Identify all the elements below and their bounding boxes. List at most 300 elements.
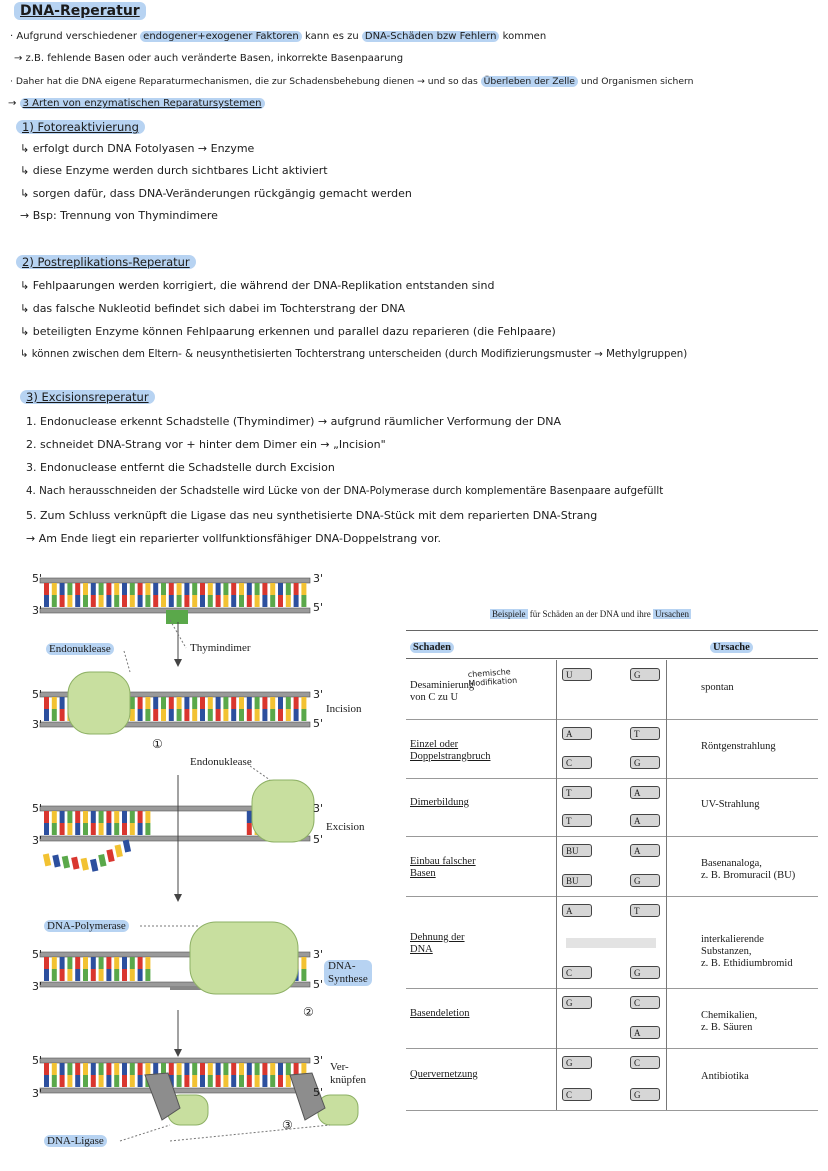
base-pair-top (177, 697, 182, 709)
base-pair-top (60, 957, 65, 969)
base-pair-bottom (145, 595, 150, 607)
base-pair-top (114, 583, 119, 595)
base-pair-bottom (223, 1075, 228, 1087)
thymindimer-label: Thymindimer (190, 642, 251, 654)
table-cell-schaden: Desaminierung von C zu U (410, 679, 475, 703)
base-pair-top (52, 1063, 57, 1075)
base-pair-bottom (231, 709, 236, 721)
base-pair-bottom (114, 969, 119, 981)
base-pair-top (216, 697, 221, 709)
base-pair-bottom (67, 969, 72, 981)
base-pair-bottom (208, 1075, 213, 1087)
base-pair-top (130, 1063, 135, 1075)
base-pair-bottom (75, 969, 80, 981)
base-pair-bottom (216, 709, 221, 721)
intro-line-4: → 3 Arten von enzymatischen Reparatursystemen (8, 98, 265, 109)
section-3-line: 4. Nach herausschneiden der Schadstelle wird Lücke von der DNA-Polymerase durch komplementäre Basenpaare aufgefüllt (26, 485, 664, 497)
base-pair-bottom (99, 823, 104, 835)
base-pair-bottom (239, 1075, 244, 1087)
base-pair-bottom (60, 709, 65, 721)
base-pair-top (169, 583, 174, 595)
base-pair-top (106, 583, 111, 595)
base-box: C (630, 1056, 660, 1069)
base-pair-top (270, 697, 275, 709)
base-pair-bottom (114, 823, 119, 835)
strand-3-label: 3' (32, 604, 43, 617)
base-pair-top (44, 697, 49, 709)
intro-line-3: · Daher hat die DNA eigene Reparaturmechanismen, die zur Schadensbehebung dienen → und so das Überleben der Zelle und Organismen sichern (10, 76, 694, 87)
table-cell-ursache: interkalierende Substanzen, z. B. Ethidiumbromid (701, 934, 793, 969)
base-pair-bottom (192, 1075, 197, 1087)
table-cell-ursache: Röntgenstrahlung (701, 740, 776, 752)
table-cell-ursache: spontan (701, 681, 734, 693)
base-box: T (630, 727, 660, 740)
base-box: G (562, 1056, 592, 1069)
endonuklease-label-1: Endonuklease (46, 643, 114, 655)
table-cell-ursache: UV-Strahlung (701, 799, 760, 810)
base-pair-top (208, 697, 213, 709)
base-pair-top (83, 957, 88, 969)
section-2-line: ↳ beteiligten Enzyme können Fehlpaarung erkennen und parallel dazu reparieren (die Fehlpaare) (20, 325, 556, 338)
base-pair-bottom (169, 595, 174, 607)
base-box: T (562, 814, 592, 827)
base-pair-top (91, 1063, 96, 1075)
base-pair-top (44, 811, 49, 823)
base-pair-bottom (286, 595, 291, 607)
base-pair-top (223, 697, 228, 709)
base-pair-bottom (52, 595, 57, 607)
base-pair-top (278, 1063, 283, 1075)
endonuclease-enzyme-1 (68, 672, 130, 734)
base-pair-bottom (138, 1075, 143, 1087)
base-pair-bottom (114, 595, 119, 607)
base-pair-top (239, 1063, 244, 1075)
base-pair-bottom (161, 709, 166, 721)
base-pair-bottom (286, 709, 291, 721)
strand-5-label: 5' (313, 833, 324, 846)
base-pair-top (83, 583, 88, 595)
excised-fragment-base (115, 844, 123, 857)
base-pair-bottom (145, 823, 150, 835)
endonuklease-label-2: Endonuklease (190, 756, 252, 768)
dna-polymerase-enzyme (190, 922, 298, 994)
base-pair-top (130, 957, 135, 969)
table-cell-schaden: Einzel oder Doppelstrangbruch (410, 738, 491, 762)
base-pair-bottom (161, 595, 166, 607)
base-pair-top (262, 583, 267, 595)
base-pair-bottom (286, 1075, 291, 1087)
base-box: G (630, 874, 660, 887)
base-pair-bottom (75, 595, 80, 607)
base-pair-top (114, 957, 119, 969)
base-pair-bottom (247, 823, 252, 835)
base-pair-top (153, 583, 158, 595)
strand-3-label: 3' (313, 688, 324, 701)
base-pair-bottom (301, 969, 306, 981)
table-cell-schaden: Einbau falscher Basen (410, 856, 476, 879)
base-pair-top (138, 1063, 143, 1075)
base-pair-top (114, 811, 119, 823)
base-pair-bottom (67, 595, 72, 607)
strand-3-label: 3' (313, 572, 324, 585)
base-box: A (630, 844, 660, 857)
base-pair-top (67, 811, 72, 823)
base-pair-top (60, 811, 65, 823)
excised-fragment-base (98, 854, 106, 867)
base-pair-top (270, 583, 275, 595)
base-pair-top (200, 583, 205, 595)
handwritten-annotation: chemische Modifikation (467, 667, 518, 689)
base-pair-top (294, 583, 299, 595)
strand-5-label: 5' (32, 948, 43, 961)
base-pair-bottom (255, 1075, 260, 1087)
base-pair-top (52, 811, 57, 823)
base-pair-bottom (200, 595, 205, 607)
base-pair-bottom (247, 595, 252, 607)
base-pair-bottom (60, 969, 65, 981)
strand-3-label: 3' (313, 1054, 324, 1067)
table-cell-ursache: Antibiotika (701, 1071, 749, 1082)
base-pair-bottom (177, 709, 182, 721)
section-2-line: ↳ können zwischen dem Eltern- & neusynthetisierten Tochterstrang unterscheiden (durch Modifizierungsmuster → Methylgruppen) (20, 349, 688, 360)
base-box: G (630, 966, 660, 979)
base-pair-top (177, 1063, 182, 1075)
base-pair-bottom (99, 595, 104, 607)
base-pair-bottom (91, 823, 96, 835)
strand-5-label: 5' (313, 1086, 324, 1099)
base-pair-top (122, 957, 127, 969)
base-pair-bottom (130, 709, 135, 721)
excised-fragment-base (52, 854, 60, 867)
excised-fragment-base (81, 858, 89, 871)
base-pair-bottom (184, 1075, 189, 1087)
base-pair-top (153, 1063, 158, 1075)
table-cell-schaden: Basendeletion (410, 1008, 470, 1019)
base-box: G (630, 1088, 660, 1101)
base-pair-bottom (177, 1075, 182, 1087)
base-pair-bottom (262, 709, 267, 721)
base-pair-bottom (52, 969, 57, 981)
base-pair-top (161, 697, 166, 709)
base-pair-bottom (262, 1075, 267, 1087)
base-pair-bottom (208, 595, 213, 607)
base-pair-top (239, 697, 244, 709)
base-box: A (630, 814, 660, 827)
base-box: C (562, 1088, 592, 1101)
base-pair-top (44, 1063, 49, 1075)
base-pair-bottom (192, 595, 197, 607)
base-pair-bottom (270, 709, 275, 721)
base-pair-top (99, 811, 104, 823)
base-pair-bottom (153, 709, 158, 721)
base-pair-top (60, 1063, 65, 1075)
base-pair-top (52, 697, 57, 709)
base-pair-bottom (44, 1075, 49, 1087)
base-pair-bottom (130, 823, 135, 835)
base-box: C (630, 996, 660, 1009)
base-pair-bottom (83, 969, 88, 981)
base-pair-bottom (294, 595, 299, 607)
base-pair-bottom (75, 1075, 80, 1087)
base-pair-bottom (138, 969, 143, 981)
section-3-line: 3. Endonuclease entfernt die Schadstelle durch Excision (26, 461, 335, 474)
excised-fragment-base (90, 859, 98, 872)
base-pair-top (145, 957, 150, 969)
base-box: G (630, 668, 660, 681)
base-pair-bottom (255, 709, 260, 721)
base-pair-bottom (130, 1075, 135, 1087)
base-pair-bottom (231, 595, 236, 607)
base-pair-top (231, 583, 236, 595)
base-pair-bottom (239, 595, 244, 607)
base-pair-bottom (106, 1075, 111, 1087)
base-pair-top (138, 957, 143, 969)
base-pair-top (223, 583, 228, 595)
base-pair-bottom (255, 595, 260, 607)
base-pair-top (138, 583, 143, 595)
base-pair-top (44, 957, 49, 969)
base-pair-bottom (270, 1075, 275, 1087)
base-pair-top (83, 1063, 88, 1075)
table-cell-schaden: Dimerbildung (410, 797, 469, 808)
base-pair-bottom (200, 709, 205, 721)
base-pair-bottom (216, 1075, 221, 1087)
strand-5-label: 5' (32, 688, 43, 701)
base-pair-bottom (114, 1075, 119, 1087)
base-pair-top (106, 957, 111, 969)
base-box: C (562, 756, 592, 769)
base-box: C (562, 966, 592, 979)
base-pair-top (99, 583, 104, 595)
base-pair-bottom (177, 595, 182, 607)
excised-fragment-base (71, 857, 79, 870)
strand-3-label: 3' (313, 802, 324, 815)
dna-synthese-label: DNA- Synthese (324, 960, 372, 986)
base-pair-bottom (91, 595, 96, 607)
endonuclease-enzyme-2 (252, 780, 314, 842)
base-pair-top (192, 1063, 197, 1075)
strand-5-label: 5' (32, 572, 43, 585)
base-pair-top (52, 583, 57, 595)
dna-polymerase-label: DNA-Polymerase (44, 920, 129, 932)
base-pair-top (75, 1063, 80, 1075)
excised-fragment-base (106, 849, 114, 862)
section-1-line: ↳ diese Enzyme werden durch sichtbares Licht aktiviert (20, 164, 328, 177)
section-2-line: ↳ Fehlpaarungen werden korrigiert, die während der DNA-Replikation entstanden sind (20, 279, 495, 292)
base-pair-top (286, 1063, 291, 1075)
base-pair-bottom (138, 709, 143, 721)
section-1-line: ↳ erfolgt durch DNA Fotolyasen → Enzyme (20, 142, 255, 155)
base-pair-bottom (239, 709, 244, 721)
section-2-heading: 2) Postreplikations-Reperatur (16, 255, 196, 269)
base-pair-top (145, 697, 150, 709)
page-title: DNA-Reperatur (14, 2, 146, 20)
base-box: A (630, 786, 660, 799)
base-pair-bottom (52, 823, 57, 835)
base-pair-bottom (270, 595, 275, 607)
base-pair-bottom (67, 823, 72, 835)
base-pair-bottom (122, 595, 127, 607)
table-cell-schaden: Quervernetzung (410, 1069, 478, 1080)
base-pair-top (255, 1063, 260, 1075)
base-pair-bottom (99, 969, 104, 981)
base-pair-top (216, 583, 221, 595)
base-pair-bottom (130, 595, 135, 607)
base-pair-top (247, 583, 252, 595)
base-pair-bottom (91, 1075, 96, 1087)
base-pair-top (130, 697, 135, 709)
base-pair-top (208, 583, 213, 595)
base-pair-top (91, 583, 96, 595)
base-pair-bottom (223, 595, 228, 607)
base-pair-bottom (262, 595, 267, 607)
base-pair-top (262, 1063, 267, 1075)
base-pair-bottom (247, 1075, 252, 1087)
base-pair-top (169, 1063, 174, 1075)
base-pair-top (208, 1063, 213, 1075)
strand-3-label: 3' (32, 718, 43, 731)
base-box: BU (562, 844, 592, 857)
base-pair-top (278, 697, 283, 709)
strand-5-label: 5' (313, 978, 324, 991)
excised-fragment-base (43, 853, 51, 866)
section-3-line: → Am Ende liegt ein reparierter vollfunktionsfähiger DNA-Doppelstrang vor. (26, 532, 442, 545)
base-pair-bottom (44, 969, 49, 981)
base-pair-bottom (184, 709, 189, 721)
base-pair-bottom (122, 969, 127, 981)
base-pair-top (216, 1063, 221, 1075)
base-box: G (630, 756, 660, 769)
strand-5-label: 5' (32, 1054, 43, 1067)
base-pair-bottom (122, 1075, 127, 1087)
base-pair-top (301, 697, 306, 709)
base-box: U (562, 668, 592, 681)
base-pair-top (192, 583, 197, 595)
base-pair-top (262, 697, 267, 709)
base-pair-top (200, 697, 205, 709)
base-pair-bottom (122, 823, 127, 835)
base-pair-top (145, 583, 150, 595)
base-pair-bottom (60, 823, 65, 835)
base-pair-top (130, 811, 135, 823)
base-pair-top (239, 583, 244, 595)
base-box: T (630, 904, 660, 917)
table-cell-ursache: Chemikalien, z. B. Säuren (701, 1010, 758, 1033)
col-header-schaden: Schaden (410, 642, 454, 653)
section-1-line: ↳ sorgen dafür, dass DNA-Veränderungen rückgängig gemacht werden (20, 187, 412, 200)
base-pair-bottom (200, 1075, 205, 1087)
dna-backbone (40, 578, 310, 583)
strand-3-label: 3' (313, 948, 324, 961)
base-pair-bottom (99, 1075, 104, 1087)
base-box: A (562, 727, 592, 740)
base-pair-top (83, 811, 88, 823)
base-pair-top (153, 697, 158, 709)
base-pair-bottom (138, 823, 143, 835)
base-pair-top (200, 1063, 205, 1075)
base-pair-bottom (247, 709, 252, 721)
strand-5-label: 5' (313, 717, 324, 730)
base-pair-bottom (67, 1075, 72, 1087)
ligase-enzyme-2 (318, 1095, 358, 1125)
strand-3-label: 3' (32, 1087, 43, 1100)
table-cell-schaden: Dehnung der DNA (410, 932, 465, 955)
table-cell-ursache: Basenanaloga, z. B. Bromuracil (BU) (701, 858, 796, 881)
incision-label: Incision (326, 703, 362, 715)
base-pair-top (130, 583, 135, 595)
base-pair-bottom (83, 823, 88, 835)
base-pair-top (75, 811, 80, 823)
base-pair-top (122, 1063, 127, 1075)
base-pair-top (301, 957, 306, 969)
section-1-line: → Bsp: Trennung von Thymindimere (20, 209, 218, 222)
base-pair-bottom (91, 969, 96, 981)
excised-fragment-base (62, 856, 70, 869)
base-pair-bottom (106, 823, 111, 835)
base-box: A (562, 904, 592, 917)
base-pair-top (177, 583, 182, 595)
base-pair-top (184, 1063, 189, 1075)
base-pair-top (270, 1063, 275, 1075)
base-pair-top (255, 697, 260, 709)
base-pair-bottom (231, 1075, 236, 1087)
section-3-line: 1. Endonuclease erkennt Schadstelle (Thymindimer) → aufgrund räumlicher Verformung der DNA (26, 415, 562, 428)
base-pair-top (255, 583, 260, 595)
base-pair-top (138, 697, 143, 709)
base-pair-bottom (169, 709, 174, 721)
base-pair-bottom (278, 595, 283, 607)
base-pair-top (91, 957, 96, 969)
base-box: A (630, 1026, 660, 1039)
base-pair-bottom (208, 709, 213, 721)
base-pair-bottom (216, 595, 221, 607)
base-pair-top (231, 1063, 236, 1075)
base-pair-bottom (301, 595, 306, 607)
base-pair-bottom (106, 969, 111, 981)
base-pair-bottom (301, 709, 306, 721)
section-1-heading: 1) Fotoreaktivierung (16, 120, 145, 134)
step-3-marker: ③ (282, 1118, 293, 1132)
dna-backbone (40, 1058, 310, 1063)
strand-3-label: 3' (32, 834, 43, 847)
base-pair-bottom (223, 709, 228, 721)
strand-3-label: 3' (32, 980, 43, 993)
base-pair-bottom (44, 709, 49, 721)
excised-fragment-base (123, 840, 131, 853)
base-pair-bottom (52, 709, 57, 721)
base-pair-top (106, 811, 111, 823)
step-1-marker: ① (152, 737, 163, 751)
base-pair-top (52, 957, 57, 969)
dna-ligase-label: DNA-Ligase (44, 1135, 107, 1147)
base-pair-top (286, 697, 291, 709)
base-pair-bottom (145, 969, 150, 981)
base-pair-bottom (83, 1075, 88, 1087)
base-pair-top (122, 811, 127, 823)
base-pair-top (60, 583, 65, 595)
col-header-ursache: Ursache (710, 642, 753, 653)
base-pair-top (138, 811, 143, 823)
base-box: BU (562, 874, 592, 887)
base-pair-top (223, 1063, 228, 1075)
step-2-marker: ② (303, 1005, 314, 1019)
base-pair-bottom (60, 1075, 65, 1087)
base-pair-top (169, 697, 174, 709)
strand-5-label: 5' (313, 601, 324, 614)
verknuepfen-label: Ver- knüpfen (330, 1061, 367, 1086)
base-pair-top (114, 1063, 119, 1075)
strand-5-label: 5' (32, 802, 43, 815)
